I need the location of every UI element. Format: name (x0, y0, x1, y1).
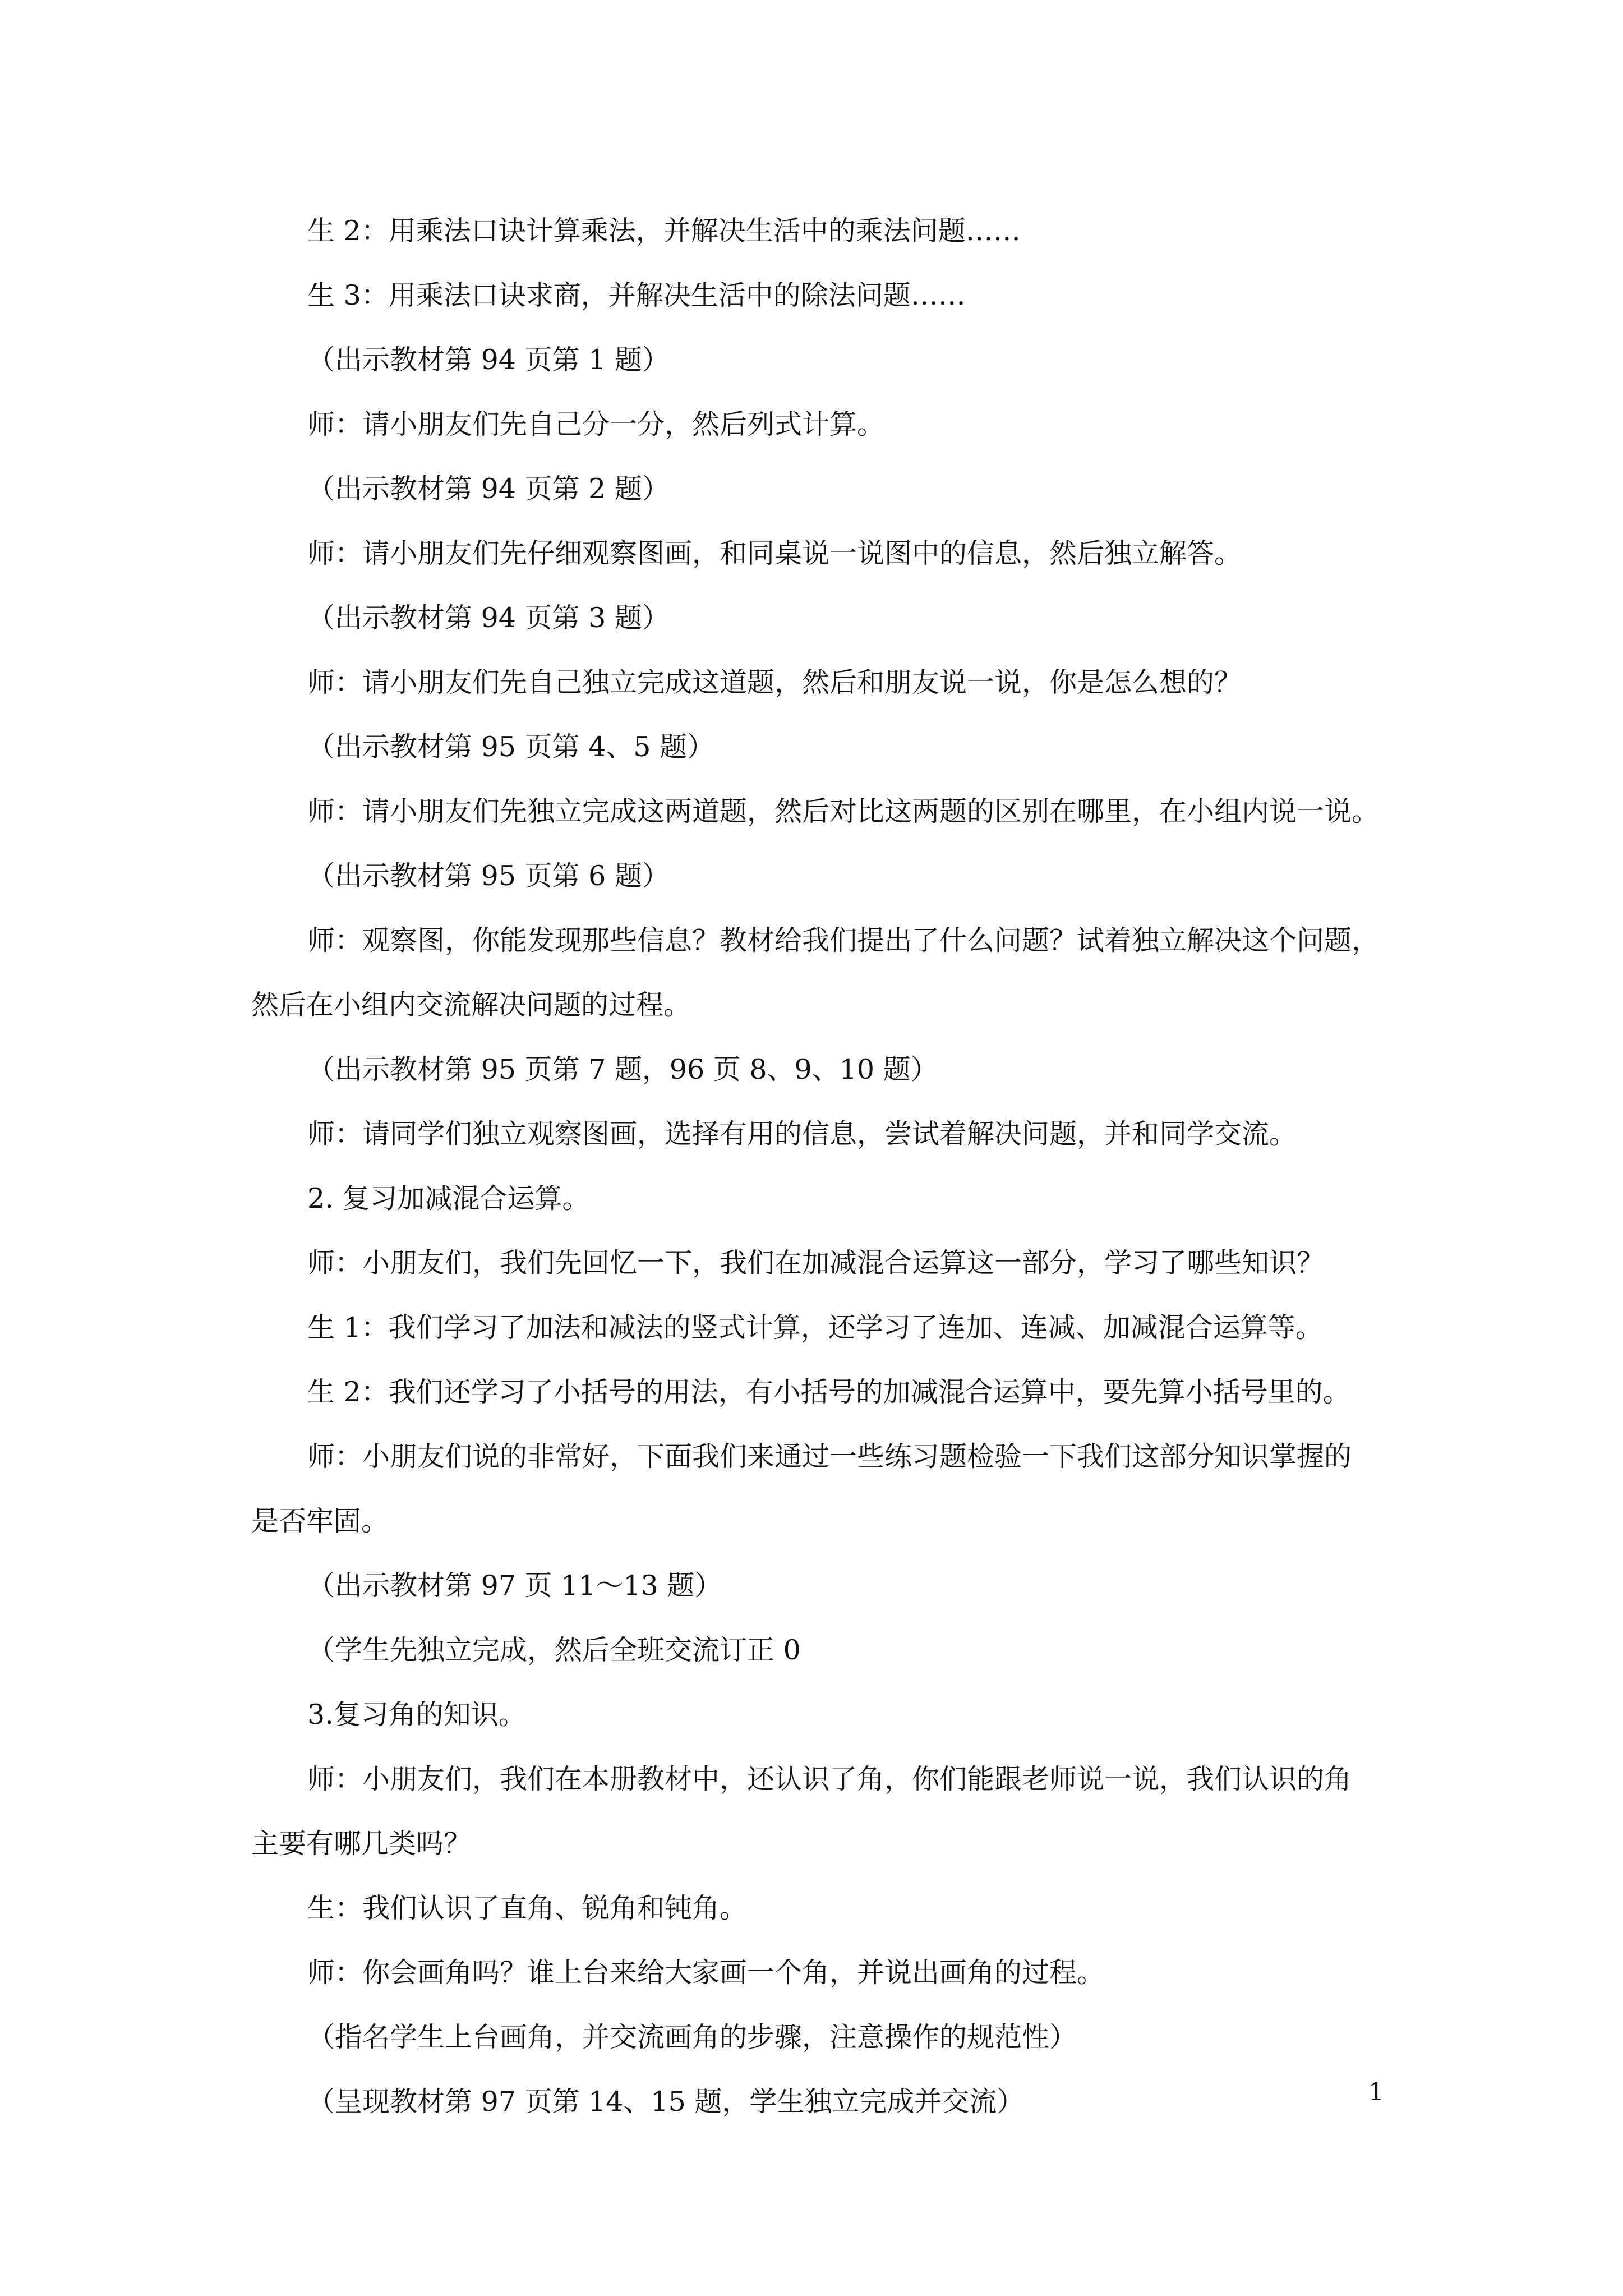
text-line: （出示教材第 95 页第 7 题，96 页 8、9、10 题） (307, 1053, 938, 1085)
text-line: 生 1：我们学习了加法和减法的竖式计算，还学习了连加、连减、加减混合运算等。 (307, 1312, 1323, 1343)
text-line: （出示教材第 95 页第 4、5 题） (307, 731, 715, 763)
text-line: 生 2：用乘法口诀计算乘法，并解决生活中的乘法问题…… (307, 215, 1021, 247)
text-line: 师：小朋友们，我们先回忆一下，我们在加减混合运算这一部分，学习了哪些知识？ (307, 1247, 1325, 1279)
text-line: 师：观察图，你能发现那些信息？教材给我们提出了什么问题？试着独立解决这个问题， (307, 924, 1380, 956)
page-number: 1 (1368, 2078, 1384, 2106)
text-line: 师：小朋友们说的非常好，下面我们来通过一些练习题检验一下我们这部分知识掌握的 (307, 1441, 1352, 1473)
text-line: 生 2：我们还学习了小括号的用法，有小括号的加减混合运算中，要先算小括号里的。 (307, 1376, 1350, 1408)
text-line: 师：小朋友们，我们在本册教材中，还认识了角，你们能跟老师说一说，我们认识的角 (307, 1763, 1352, 1795)
text-line: （出示教材第 95 页第 6 题） (307, 860, 670, 892)
text-line: 师：你会画角吗？谁上台来给大家画一个角，并说出画角的过程。 (307, 1957, 1105, 1989)
text-line: 师：请小朋友们先独立完成这两道题，然后对比这两题的区别在哪里，在小组内说一说。 (307, 795, 1380, 827)
text-line: 然后在小组内交流解决问题的过程。 (251, 989, 691, 1021)
text-line: 师：请同学们独立观察图画，选择有用的信息，尝试着解决问题，并和同学交流。 (307, 1118, 1297, 1150)
text-line: （出示教材第 94 页第 1 题） (307, 344, 670, 376)
text-line: 生：我们认识了直角、锐角和钝角。 (307, 1892, 748, 1924)
text-line: （指名学生上台画角，并交流画角的步骤，注意操作的规范性） (307, 2021, 1077, 2053)
text-line: 2. 复习加减混合运算。 (307, 1182, 590, 1214)
text-line: 师：请小朋友们先自己分一分，然后列式计算。 (307, 408, 885, 440)
text-line: 师：请小朋友们先仔细观察图画，和同桌说一说图中的信息，然后独立解答。 (307, 537, 1242, 569)
text-line: （出示教材第 94 页第 2 题） (307, 473, 670, 505)
text-line: 3.复习角的知识。 (307, 1699, 526, 1731)
text-line: 是否牢固。 (251, 1505, 389, 1537)
text-line: （出示教材第 97 页 11～13 题） (307, 1570, 722, 1602)
text-line: （学生先独立完成，然后全班交流订正 0 (307, 1634, 801, 1666)
text-line: （出示教材第 94 页第 3 题） (307, 602, 670, 634)
text-line: 主要有哪几类吗？ (251, 1828, 472, 1860)
text-line: 师：请小朋友们先自己独立完成这道题，然后和朋友说一说，你是怎么想的？ (307, 666, 1242, 698)
text-line: 生 3：用乘法口诀求商，并解决生活中的除法问题…… (307, 279, 966, 311)
text-line: （呈现教材第 97 页第 14、15 题，学生独立完成并交流） (307, 2086, 1025, 2118)
